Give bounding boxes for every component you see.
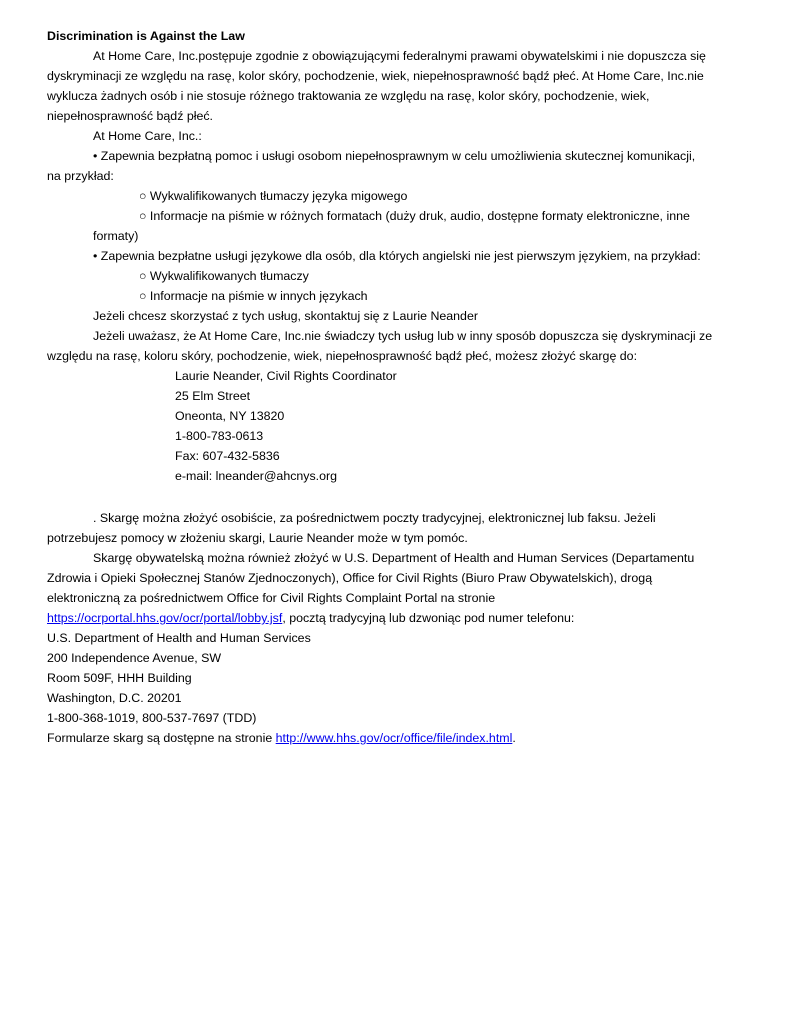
hhs-address-city: Washington, D.C. 20201: [47, 691, 182, 705]
intro-line-2: dyskryminacji ze względu na rasę, kolor skóry, pochodzenie, wiek, niepełnosprawność bądź płeć. At Home Care, Inc.nie: [47, 69, 704, 83]
hhs-address-phones: 1-800-368-1019, 800-537-7697 (TDD): [47, 711, 257, 725]
document-page: [47, 26, 747, 748]
intro-line-3: wyklucza żadnych osób i nie stosuje różnego traktowania ze względu na rasę, kolor skóry, pochodzenie, wiek,: [47, 89, 650, 103]
forms-line: [47, 728, 747, 748]
coordinator-street: 25 Elm Street: [175, 389, 251, 403]
contact-line: Jeżeli chcesz skorzystać z tych usług, skontaktuj się z Laurie Neander: [93, 309, 478, 323]
bullet-2-sub-1: ○ Wykwalifikowanych tłumaczy: [139, 269, 309, 283]
filing-line-1: . Skargę można złożyć osobiście, za pośrednictwem poczty tradycyjnej, elektronicznej lub faksu. Jeżeli: [93, 511, 656, 525]
intro-line-4: niepełnosprawność bądź płeć.: [47, 109, 214, 123]
forms-end: .: [512, 731, 516, 745]
hhs-line-1: Skargę obywatelską można również złożyć w U.S. Department of Health and Human Services (Departamentu: [93, 551, 695, 565]
hhs-address-name: U.S. Department of Health and Human Services: [47, 631, 311, 645]
complaint-line-2: względu na rasę, koloru skóry, pochodzenie, wiek, niepełnosprawność bądź płeć, możesz złożyć skargę do:: [47, 349, 638, 363]
intro-line-1: At Home Care, Inc.postępuje zgodnie z obowiązującymi federalnymi prawami obywatelskimi i nie dopuszcza się: [93, 49, 706, 63]
document-title: Discrimination is Against the Law: [47, 29, 245, 43]
coordinator-email: e-mail: lneander@ahcnys.org: [175, 469, 338, 483]
coordinator-phone: 1-800-783-0613: [175, 429, 264, 443]
hhs-line-4-rest: , pocztą tradycyjną lub dzwoniąc pod numer telefonu:: [282, 611, 575, 625]
complaint-line-1: Jeżeli uważasz, że At Home Care, Inc.nie świadczy tych usług lub w inny sposób dopuszcza się dyskryminacji ze: [93, 329, 713, 343]
bullet-2-line-1: • Zapewnia bezpłatne usługi językowe dla osób, dla których angielski nie jest pierwszym językiem, na przykład:: [93, 249, 701, 263]
bullet-1-line-2: na przykład:: [47, 169, 114, 183]
hhs-line-3: elektroniczną za pośrednictwem Office for Civil Rights Complaint Portal na stronie: [47, 591, 496, 605]
coordinator-city: Oneonta, NY 13820: [175, 409, 285, 423]
org-line: At Home Care, Inc.:: [93, 129, 202, 143]
ocr-portal-link[interactable]: https://ocrportal.hhs.gov/ocr/portal/lobby.jsf: [47, 611, 283, 625]
bullet-2-sub-2: ○ Informacje na piśmie w innych językach: [139, 289, 368, 303]
hhs-address-street: 200 Independence Avenue, SW: [47, 651, 222, 665]
bullet-1-sub-2: ○ Informacje na piśmie w różnych formatach (duży druk, audio, dostępne formaty elektroniczne, inne: [139, 209, 690, 223]
forms-text: Formularze skarg są dostępne na stronie: [47, 731, 276, 745]
hhs-line-2: Zdrowia i Opieki Społecznej Stanów Zjednoczonych), Office for Civil Rights (Biuro Praw Obywatelskich), drogą: [47, 571, 653, 585]
bullet-1-sub-1: ○ Wykwalifikowanych tłumaczy języka migowego: [139, 189, 408, 203]
coordinator-fax: Fax: 607-432-5836: [175, 449, 280, 463]
coordinator-name: Laurie Neander, Civil Rights Coordinator: [175, 369, 397, 383]
hhs-forms-link[interactable]: http://www.hhs.gov/ocr/office/file/index.html: [275, 731, 513, 745]
hhs-line-4: [47, 608, 747, 628]
bullet-1-line-1: • Zapewnia bezpłatną pomoc i usługi osobom niepełnosprawnym w celu umożliwienia skutecznej komunikacji,: [93, 149, 696, 163]
hhs-address-room: Room 509F, HHH Building: [47, 671, 192, 685]
filing-line-2: potrzebujesz pomocy w złożeniu skargi, Laurie Neander może w tym pomóc.: [47, 531, 468, 545]
bullet-1-sub-2-cont: formaty): [93, 229, 139, 243]
